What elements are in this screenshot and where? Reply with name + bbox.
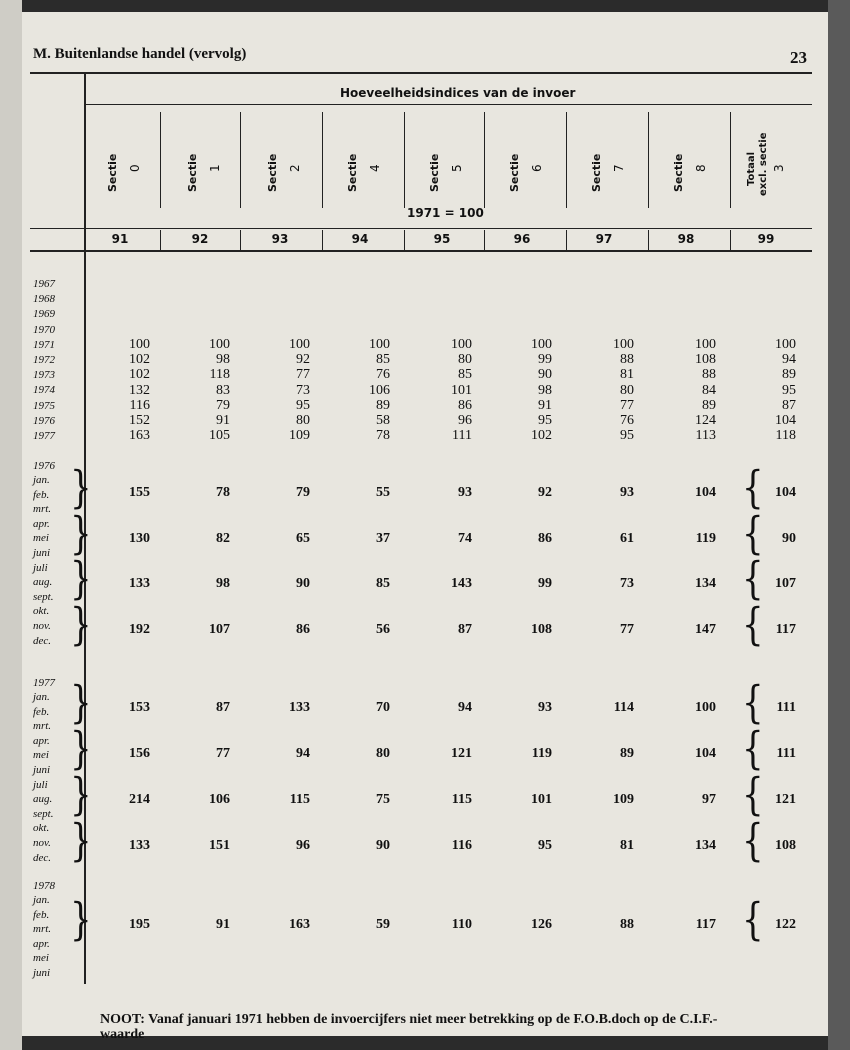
page-number: 23 bbox=[790, 48, 807, 67]
table-cell: 107 bbox=[775, 576, 796, 591]
table-cell: 77 bbox=[216, 746, 230, 761]
column-number: 97 bbox=[595, 232, 613, 246]
table-cell: 76 bbox=[376, 367, 390, 383]
number-rule-top bbox=[30, 228, 812, 229]
table-cell: 93 bbox=[458, 485, 472, 500]
column-number: 93 bbox=[271, 232, 289, 246]
quarter-brace: } bbox=[70, 677, 92, 729]
column-number: 94 bbox=[351, 232, 369, 246]
table-cell: 93 bbox=[620, 485, 634, 500]
table-cell: 118 bbox=[775, 428, 796, 444]
table-cell: 90 bbox=[376, 838, 390, 853]
quarter-brace: } bbox=[70, 769, 92, 821]
table-cell: 101 bbox=[531, 792, 552, 807]
month-label: juni bbox=[33, 764, 51, 776]
month-label: feb. bbox=[33, 705, 50, 718]
year-label: 1971 bbox=[33, 338, 55, 351]
table-cell: 106 bbox=[369, 382, 390, 398]
table-cell: 133 bbox=[289, 700, 310, 715]
table-cell: 115 bbox=[451, 792, 472, 807]
table-cell: 100 bbox=[369, 337, 390, 352]
table-cell: 85 bbox=[376, 352, 390, 368]
table-cell: 104 bbox=[775, 413, 796, 428]
table-cell: 101 bbox=[451, 382, 472, 398]
table-cell: 95 bbox=[296, 397, 310, 413]
table-cell: 89 bbox=[376, 397, 390, 413]
table-cell: 105 bbox=[209, 428, 230, 444]
column-heading-code: 3 bbox=[772, 164, 786, 172]
quarter-brace: } bbox=[70, 815, 92, 867]
table-cell: 87 bbox=[782, 397, 796, 413]
month-label: mrt. bbox=[33, 923, 52, 936]
table-cell: 94 bbox=[296, 746, 310, 761]
table-cell: 133 bbox=[129, 576, 150, 591]
table-cell: 122 bbox=[775, 917, 796, 932]
table-cell: 111 bbox=[452, 428, 472, 444]
column-separator bbox=[160, 112, 161, 208]
column-number-separator bbox=[566, 230, 567, 250]
column-heading-code: 6 bbox=[530, 164, 544, 172]
table-cell: 99 bbox=[538, 576, 552, 591]
table-cell: 100 bbox=[451, 337, 472, 352]
table-cell: 95 bbox=[620, 428, 634, 444]
table-cell: 134 bbox=[695, 576, 716, 591]
table-cell: 108 bbox=[695, 352, 716, 368]
year-label: 1974 bbox=[33, 384, 55, 397]
table-cell: 98 bbox=[538, 382, 552, 398]
table-cell: 95 bbox=[538, 413, 552, 428]
table-cell: 155 bbox=[129, 485, 150, 500]
year-label: 1973 bbox=[33, 369, 55, 382]
table-cell: 110 bbox=[451, 917, 472, 932]
table-cell: 86 bbox=[296, 621, 310, 637]
main-heading: Hoeveelheidsindices van de invoer bbox=[340, 86, 576, 100]
column-separator bbox=[484, 112, 485, 208]
table-cell: 195 bbox=[129, 917, 150, 932]
column-number: 95 bbox=[433, 232, 451, 246]
quarter-brace: { bbox=[742, 894, 764, 946]
table-cell: 108 bbox=[775, 838, 796, 853]
top-rule bbox=[30, 72, 812, 74]
column-number-separator bbox=[322, 230, 323, 250]
year-label: 1968 bbox=[33, 293, 55, 306]
column-heading-label: Sectie bbox=[508, 153, 521, 192]
table-cell: 121 bbox=[451, 746, 472, 761]
scan-edge-right bbox=[828, 0, 850, 1050]
base-label: 1971 = 100 bbox=[407, 206, 484, 220]
table-cell: 100 bbox=[775, 337, 796, 352]
year-label: 1976 bbox=[33, 414, 55, 427]
table-cell: 76 bbox=[620, 413, 634, 428]
quarter-brace: } bbox=[70, 553, 92, 605]
column-separator bbox=[566, 112, 567, 208]
table-cell: 89 bbox=[702, 397, 716, 413]
quarter-brace: } bbox=[70, 723, 92, 775]
month-label: nov. bbox=[33, 837, 51, 849]
column-heading-label: Sectie bbox=[106, 153, 119, 192]
year-label: 1975 bbox=[33, 399, 55, 412]
table-cell: 104 bbox=[695, 485, 716, 500]
footnote: NOOT: Vanaf januari 1971 hebben de invoercijfers niet meer betrekking op de F.O.B.doch op de C.I.F.-waarde bbox=[100, 1012, 718, 1042]
table-cell: 214 bbox=[129, 792, 150, 807]
page-header-title: M. Buitenlandse handel (vervolg) bbox=[33, 46, 247, 62]
quarter-brace: { bbox=[742, 553, 764, 605]
quarter-brace: { bbox=[742, 677, 764, 729]
quarter-brace: { bbox=[742, 815, 764, 867]
table-cell: 75 bbox=[376, 792, 390, 807]
table-cell: 153 bbox=[129, 700, 150, 715]
table-cell: 118 bbox=[209, 367, 230, 383]
column-number-separator bbox=[240, 230, 241, 250]
column-number-separator bbox=[648, 230, 649, 250]
table-cell: 37 bbox=[376, 530, 390, 546]
column-number-separator bbox=[160, 230, 161, 250]
table-cell: 116 bbox=[129, 397, 150, 413]
table-cell: 86 bbox=[538, 530, 552, 546]
table-cell: 119 bbox=[531, 746, 552, 761]
table-cell: 78 bbox=[216, 485, 230, 500]
quarter-brace: } bbox=[70, 462, 92, 514]
table-cell: 111 bbox=[776, 700, 796, 715]
table-cell: 89 bbox=[782, 367, 796, 383]
table-cell: 117 bbox=[695, 917, 716, 932]
table-cell: 73 bbox=[296, 382, 310, 398]
heading-rule bbox=[86, 104, 812, 105]
table-cell: 79 bbox=[296, 485, 310, 500]
table-cell: 100 bbox=[129, 337, 150, 352]
block-year-label: 1978 bbox=[33, 880, 55, 892]
quarter-brace: { bbox=[742, 462, 764, 514]
table-cell: 100 bbox=[613, 337, 634, 352]
table-cell: 58 bbox=[376, 413, 390, 428]
table-cell: 78 bbox=[376, 428, 390, 444]
month-label: feb. bbox=[33, 488, 50, 501]
table-cell: 111 bbox=[776, 746, 796, 761]
column-separator bbox=[404, 112, 405, 208]
table-cell: 90 bbox=[782, 530, 796, 546]
table-cell: 106 bbox=[209, 792, 230, 807]
table-cell: 119 bbox=[695, 530, 716, 546]
table-cell: 102 bbox=[531, 428, 552, 444]
column-heading-code: 0 bbox=[128, 164, 142, 172]
column-heading-label: Sectie bbox=[346, 153, 359, 192]
month-label: feb. bbox=[33, 908, 50, 921]
table-cell: 108 bbox=[531, 621, 552, 637]
year-label: 1972 bbox=[33, 354, 55, 366]
quarter-brace: } bbox=[70, 507, 92, 560]
table-cell: 88 bbox=[620, 352, 634, 368]
column-heading-code: 2 bbox=[288, 164, 302, 172]
table-cell: 133 bbox=[129, 838, 150, 853]
column-number: 91 bbox=[111, 232, 129, 246]
table-cell: 84 bbox=[702, 382, 716, 398]
column-heading-label: Sectie bbox=[590, 153, 603, 192]
month-label: okt. bbox=[33, 605, 50, 618]
month-label: sept. bbox=[33, 807, 54, 820]
number-rule-bottom bbox=[30, 250, 812, 252]
year-label: 1977 bbox=[33, 430, 55, 442]
table-cell: 73 bbox=[620, 576, 634, 591]
table-cell: 152 bbox=[129, 413, 150, 428]
table-cell: 151 bbox=[209, 838, 230, 853]
table-cell: 132 bbox=[129, 382, 150, 398]
column-heading-code: 8 bbox=[694, 164, 708, 172]
table-cell: 96 bbox=[296, 838, 310, 853]
column-heading-label: excl. sectie bbox=[758, 132, 769, 196]
column-number: 99 bbox=[757, 232, 775, 246]
column-number: 92 bbox=[191, 232, 209, 246]
table-cell: 93 bbox=[538, 700, 552, 715]
quarter-brace: { bbox=[742, 507, 764, 560]
column-separator bbox=[240, 112, 241, 208]
month-label: juli bbox=[33, 778, 48, 791]
table-cell: 100 bbox=[209, 337, 230, 352]
table-cell: 92 bbox=[538, 485, 552, 500]
year-label: 1967 bbox=[33, 278, 55, 290]
column-number-separator bbox=[404, 230, 405, 250]
table-cell: 91 bbox=[216, 413, 230, 428]
table-cell: 85 bbox=[458, 367, 472, 383]
table-cell: 87 bbox=[458, 621, 472, 637]
month-label: aug. bbox=[33, 793, 53, 806]
table-cell: 96 bbox=[458, 413, 472, 428]
table-cell: 80 bbox=[620, 382, 634, 398]
table-cell: 91 bbox=[538, 397, 552, 413]
column-heading-code: 1 bbox=[208, 164, 222, 172]
month-label: juni bbox=[33, 547, 51, 559]
quarter-brace: { bbox=[742, 723, 764, 775]
table-cell: 143 bbox=[451, 576, 472, 591]
table-cell: 102 bbox=[129, 367, 150, 383]
table-cell: 121 bbox=[775, 792, 796, 807]
column-heading-label: Totaal bbox=[746, 151, 757, 186]
column-separator bbox=[648, 112, 649, 208]
table-cell: 74 bbox=[458, 530, 472, 546]
table-cell: 90 bbox=[296, 576, 310, 591]
column-separator bbox=[322, 112, 323, 208]
table-cell: 134 bbox=[695, 838, 716, 853]
table-cell: 126 bbox=[531, 917, 552, 932]
column-heading-code: 4 bbox=[368, 164, 382, 172]
month-label: jan. bbox=[33, 894, 50, 906]
column-number: 98 bbox=[677, 232, 695, 246]
table-cell: 100 bbox=[531, 337, 552, 352]
quarter-brace: } bbox=[70, 598, 92, 651]
table-cell: 80 bbox=[296, 413, 310, 428]
table-cell: 81 bbox=[620, 367, 634, 383]
table-cell: 88 bbox=[702, 367, 716, 383]
table-cell: 117 bbox=[775, 621, 796, 637]
block-year-label: 1976 bbox=[33, 460, 55, 472]
table-cell: 109 bbox=[613, 792, 634, 807]
table-cell: 163 bbox=[129, 428, 150, 444]
quarter-brace: { bbox=[742, 598, 764, 651]
table-cell: 65 bbox=[296, 530, 310, 546]
table-cell: 94 bbox=[782, 352, 796, 368]
month-label: apr. bbox=[33, 517, 50, 530]
column-heading-code: 5 bbox=[450, 164, 464, 172]
scan-edge-left bbox=[0, 0, 22, 1050]
table-cell: 116 bbox=[451, 838, 472, 853]
table-cell: 80 bbox=[458, 352, 472, 368]
month-label: mrt. bbox=[33, 720, 52, 733]
month-label: aug. bbox=[33, 576, 53, 589]
table-cell: 81 bbox=[620, 838, 634, 853]
month-label: okt. bbox=[33, 822, 50, 835]
table-cell: 114 bbox=[613, 700, 634, 715]
table-cell: 124 bbox=[695, 413, 716, 428]
column-heading-label: Sectie bbox=[186, 153, 199, 192]
table-cell: 113 bbox=[695, 428, 716, 444]
quarter-brace: } bbox=[70, 894, 92, 946]
table-cell: 90 bbox=[538, 367, 552, 383]
month-label: juli bbox=[33, 561, 48, 574]
table-cell: 100 bbox=[289, 337, 310, 352]
month-label: juni bbox=[33, 967, 51, 979]
table-cell: 104 bbox=[775, 485, 796, 500]
column-heading-label: Sectie bbox=[266, 153, 279, 192]
table-cell: 83 bbox=[216, 382, 230, 398]
month-label: mei bbox=[33, 532, 49, 545]
table-cell: 99 bbox=[538, 352, 552, 368]
table-cell: 115 bbox=[289, 792, 310, 807]
table-cell: 80 bbox=[376, 746, 390, 761]
table-cell: 59 bbox=[376, 917, 390, 932]
table-cell: 102 bbox=[129, 352, 150, 368]
table-cell: 94 bbox=[458, 700, 472, 715]
table-cell: 95 bbox=[782, 382, 796, 398]
table-cell: 77 bbox=[620, 621, 634, 637]
table-cell: 107 bbox=[209, 621, 230, 637]
table-cell: 55 bbox=[376, 485, 390, 500]
table-cell: 88 bbox=[620, 917, 634, 932]
table-cell: 147 bbox=[695, 621, 716, 637]
month-label: dec. bbox=[33, 851, 52, 864]
month-label: mei bbox=[33, 749, 49, 762]
month-label: jan. bbox=[33, 474, 50, 486]
column-heading-label: Sectie bbox=[428, 153, 441, 192]
column-heading-code: 7 bbox=[612, 164, 626, 172]
year-label: 1970 bbox=[33, 323, 55, 336]
table-cell: 77 bbox=[296, 367, 310, 383]
table-cell: 163 bbox=[289, 917, 310, 932]
column-number: 96 bbox=[513, 232, 531, 246]
table-cell: 77 bbox=[620, 397, 634, 413]
table-cell: 104 bbox=[695, 746, 716, 761]
table-cell: 86 bbox=[458, 397, 472, 413]
table-cell: 79 bbox=[216, 397, 230, 413]
table-cell: 130 bbox=[129, 530, 150, 546]
table-cell: 100 bbox=[695, 337, 716, 352]
month-label: mei bbox=[33, 952, 49, 965]
table-cell: 100 bbox=[695, 700, 716, 715]
table-cell: 61 bbox=[620, 530, 634, 546]
table-cell: 89 bbox=[620, 746, 634, 761]
month-label: dec. bbox=[33, 634, 52, 647]
table-cell: 95 bbox=[538, 838, 552, 853]
column-number-separator bbox=[484, 230, 485, 250]
month-label: jan. bbox=[33, 691, 50, 703]
table-cell: 87 bbox=[216, 700, 230, 715]
table-cell: 56 bbox=[376, 621, 390, 637]
quarter-brace: { bbox=[742, 769, 764, 821]
month-label: apr. bbox=[33, 734, 50, 747]
table-cell: 85 bbox=[376, 576, 390, 591]
table-cell: 70 bbox=[376, 700, 390, 715]
table-cell: 91 bbox=[216, 917, 230, 932]
column-number-separator bbox=[730, 230, 731, 250]
table-cell: 97 bbox=[702, 792, 716, 807]
month-label: apr. bbox=[33, 937, 50, 950]
table-cell: 98 bbox=[216, 352, 230, 368]
table-cell: 82 bbox=[216, 530, 230, 546]
table-cell: 98 bbox=[216, 576, 230, 591]
column-separator bbox=[730, 112, 731, 208]
year-label: 1969 bbox=[33, 308, 55, 321]
block-year-label: 1977 bbox=[33, 677, 55, 689]
month-label: sept. bbox=[33, 590, 54, 603]
column-heading-label: Sectie bbox=[672, 153, 685, 192]
month-label: mrt. bbox=[33, 503, 52, 516]
month-label: nov. bbox=[33, 620, 51, 632]
table-cell: 192 bbox=[129, 621, 150, 637]
table-cell: 92 bbox=[296, 352, 310, 368]
table-cell: 156 bbox=[129, 746, 150, 761]
table-cell: 109 bbox=[289, 428, 310, 444]
